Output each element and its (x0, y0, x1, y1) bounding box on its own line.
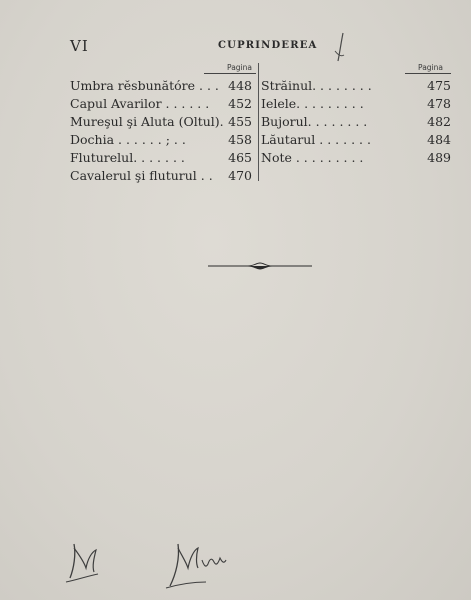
toc-entry-title: Umbra rĕsbunătóre . . . (70, 78, 219, 93)
toc-entry-title: Mureşul şi Aluta (Oltul). (70, 114, 224, 129)
toc-entry (261, 149, 451, 167)
toc-entry (70, 77, 256, 95)
toc-entry (261, 131, 451, 149)
toc-entry-page: 465 (228, 150, 252, 165)
handwritten-signature-right-icon (160, 536, 240, 590)
toc-entry-title: Fluturelul. . . . . . . (70, 150, 185, 165)
page-header (70, 37, 423, 57)
toc-entry-page: 455 (228, 114, 252, 129)
toc-entry-page: 458 (228, 132, 252, 147)
toc-entry (70, 113, 256, 131)
column-header-rule (405, 73, 451, 74)
toc-entry-page: 482 (427, 114, 451, 129)
pencil-mark-icon (332, 31, 354, 65)
toc-column-left (70, 63, 256, 181)
toc-entry-page: 478 (427, 96, 451, 111)
toc-entry-title: Cavalerul şi fluturul . . (70, 168, 213, 183)
toc-entry (70, 167, 256, 185)
toc-entry (70, 131, 256, 149)
toc-entry-title: Lăutarul . . . . . . . (261, 132, 371, 147)
toc-entry (70, 149, 256, 167)
toc-column-right (261, 63, 451, 181)
ornament-divider-icon (208, 262, 312, 270)
toc-entry-title: Ielele. . . . . . . . . (261, 96, 364, 111)
toc-entry-title: Capul Avarilor . . . . . . (70, 96, 210, 111)
toc-entry-page: 448 (228, 78, 252, 93)
toc-entry-page: 489 (427, 150, 451, 165)
toc-entry (261, 113, 451, 131)
toc-entry-title: Străinul. . . . . . . . (261, 78, 372, 93)
toc-entry (261, 95, 451, 113)
column-divider (258, 63, 259, 181)
toc-entry (70, 95, 256, 113)
column-header-rule (204, 73, 256, 74)
toc-entry-page: 470 (228, 168, 252, 183)
table-of-contents (70, 63, 451, 181)
toc-entry-title: Bujorul. . . . . . . . (261, 114, 368, 129)
toc-entry-title: Note . . . . . . . . . (261, 150, 364, 165)
toc-entry-page: 452 (228, 96, 252, 111)
toc-entry-page: 484 (427, 132, 451, 147)
page-number: VI (70, 37, 89, 55)
handwritten-signature-left-icon (62, 538, 112, 586)
toc-entry-title: Dochia . . . . . . ; . . (70, 132, 186, 147)
page-column-label: Pagina (227, 63, 252, 72)
toc-entry-page: 475 (427, 78, 451, 93)
page-title: CUPRINDEREA (218, 40, 318, 51)
page-column-label: Pagina (418, 63, 443, 72)
toc-entry (261, 77, 451, 95)
